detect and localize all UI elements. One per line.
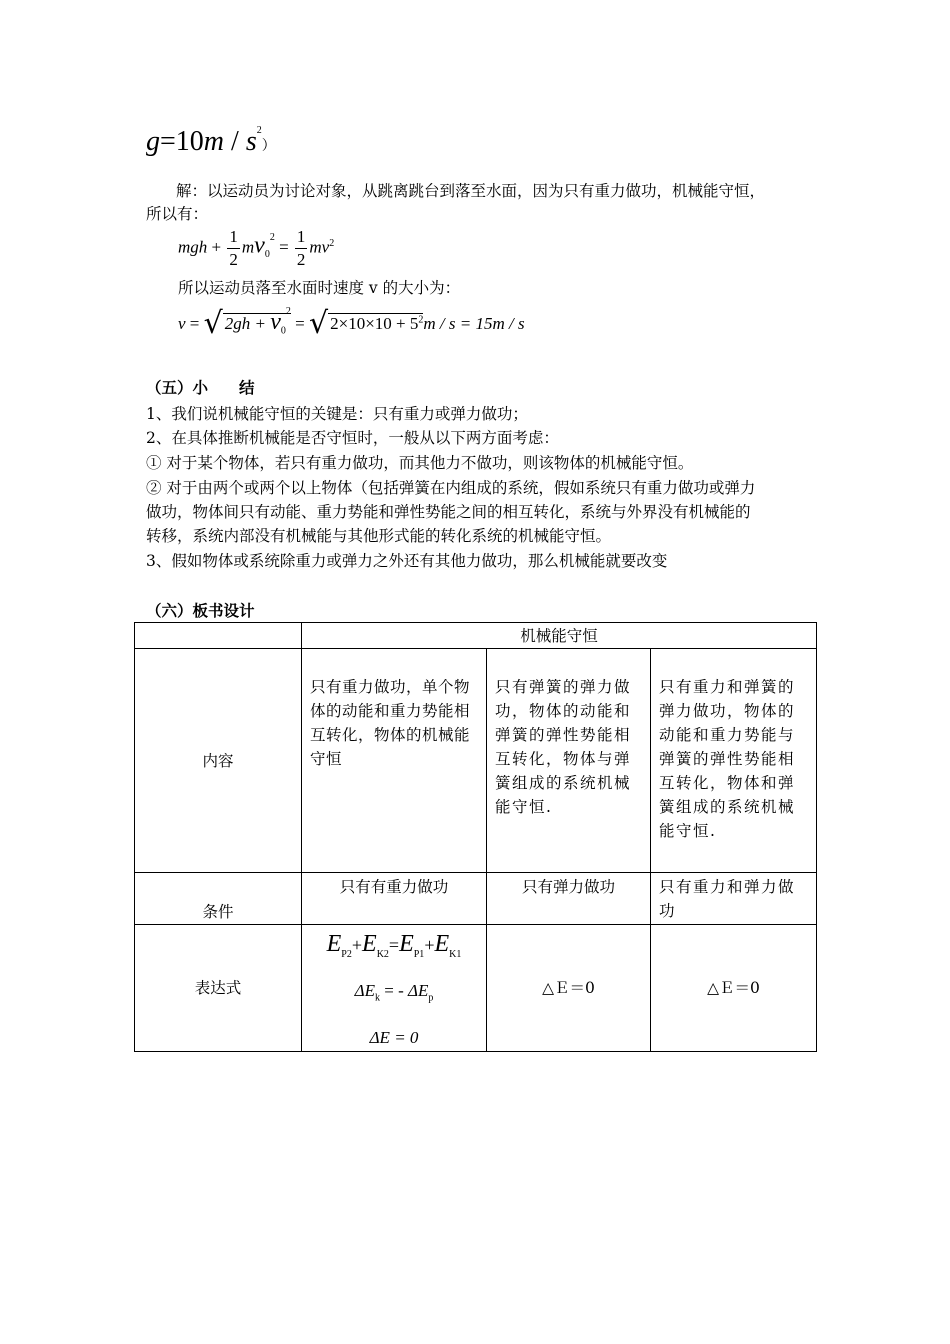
- expression-cell: △Ｅ＝0: [651, 925, 817, 1052]
- summary-item: 2、在具体推断机械能是否守恒时，一般从以下两方面考虑：: [146, 429, 559, 447]
- velocity-equation: v = √ $2gh + v_0^2$ = √ $2\times 10\times 10 + 5^2m / s = 15m / s$: [178, 306, 525, 341]
- content-label: 内容: [135, 649, 302, 873]
- content-cell: 只有重力和弹簧的弹力做功，物体的动能和重力势能与弹簧的弹性势能相互转化，物体和弹簧组成的系统机械能守恒.: [651, 649, 817, 873]
- table-row: [135, 873, 817, 925]
- summary-item: 1、我们说机械能守恒的关键是：只有重力或弹力做功；: [146, 405, 528, 423]
- kinetic-potential-eq: $\Delta E_k$ = - $\Delta E_p$: [354, 980, 434, 1004]
- energy-equation: mgh + $\frac{1}{2}$ $mv_0^2$ = $\frac{1}{2}$ $mv^2$: [178, 227, 335, 269]
- fraction-half: $\frac{1}{2}$: [229, 227, 238, 269]
- solution-line-1: 解：以运动员为讨论对象，从跳离跳台到落至水面，因为只有重力做功，机械能守恒，: [176, 182, 766, 200]
- fraction-half: $\frac{1}{2}$: [296, 227, 306, 269]
- summary-heading: （五）小 结: [146, 378, 255, 397]
- sqrt-symbol: √: [203, 306, 223, 341]
- expression-cell: △Ｅ＝0: [487, 925, 651, 1052]
- board-table: [134, 622, 817, 1052]
- energy-conservation-eq: $E_{P2}+E_{K2}=E_{P1}+E_{K1}$: [326, 931, 462, 960]
- summary-item: 做功，物体间只有动能、重力势能和弹性势能之间的相互转化，系统与外界没有机械能的: [146, 503, 751, 521]
- solution-line-2: 所以有：: [146, 205, 209, 223]
- condition-cell: 只有弹力做功: [487, 873, 651, 925]
- table-row: [135, 623, 817, 649]
- content-cell: 只有弹簧的弹力做功，物体的动能和弹簧的弹性势能相互转化，物体与弹簧组成的系统机械能守恒.: [487, 649, 651, 873]
- condition-label: 条件: [135, 873, 302, 925]
- gravity-formula: $g=10m / s^2$）: [146, 124, 276, 157]
- summary-item: ② 对于由两个或两个以上物体（包括弹簧在内组成的系统，假如系统只有重力做功或弹力: [146, 479, 756, 497]
- condition-cell: 只有有重力做功: [302, 873, 487, 925]
- table-row: [135, 925, 817, 1052]
- solution-line-3: 所以运动员落至水面时速度 v 的大小为：: [178, 279, 461, 297]
- summary-item: 转移，系统内部没有机械能与其他形式能的转化系统的机械能守恒。: [146, 527, 612, 545]
- sqrt-symbol: √: [309, 306, 329, 341]
- summary-item: ① 对于某个物体，若只有重力做功，而其他力不做功，则该物体的机械能守恒。: [146, 454, 694, 472]
- blank-cell: [135, 623, 302, 649]
- summary-item: 3、假如物体或系统除重力或弹力之外还有其他力做功，那么机械能就要改变: [146, 552, 668, 570]
- delta-e-eq: ΔE = 0: [369, 1028, 419, 1048]
- board-heading: （六）板书设计: [146, 601, 255, 620]
- expression-cell: [302, 925, 487, 1052]
- expression-label: 表达式: [135, 925, 302, 1052]
- content-cell: 只有重力做功，单个物体的动能和重力势能相互转化，物体的机械能守恒: [302, 649, 487, 873]
- condition-cell: 只有重力和弹力做功: [651, 873, 817, 925]
- board-title: 机械能守恒: [302, 623, 817, 649]
- table-row: [135, 649, 817, 873]
